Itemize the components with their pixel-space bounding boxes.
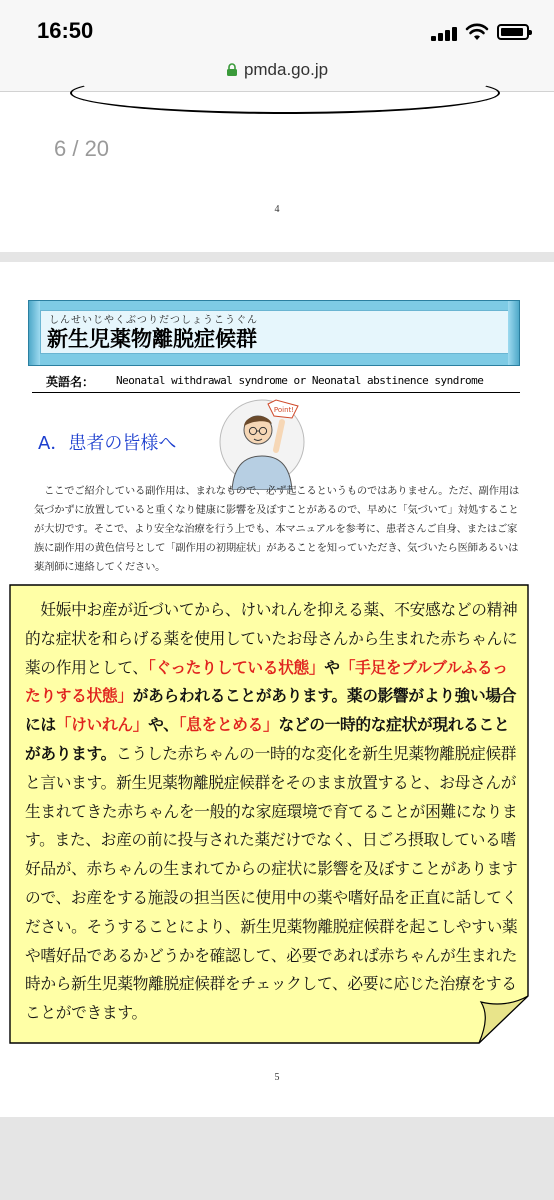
- english-name: Neonatal withdrawal syndrome or Neonatal abstinence syndrome: [116, 374, 484, 387]
- url-text: pmda.go.jp: [243, 60, 329, 79]
- avatar-badge: Point!: [273, 406, 295, 414]
- pdf-page-4: [0, 92, 554, 252]
- wifi-icon: [465, 22, 489, 42]
- pointing-person-illustration: [218, 398, 306, 490]
- note-text-6: こうした赤ちゃんの一時的な変化を新生児薬物離脱症候群と言います。新生児薬物離脱症候群をそのまま放置すると、お母さんが生まれてきた赤ちゃんを一般的な家庭環境で育てることが困難になります。また、お産の前に投与された薬だけでなく、日ごろ摂取している嗜好品が、赤ちゃんの生まれてからの症状に影響を及ぼすことがありますので、お産をする施設の担当医に使用中の薬や嗜好品を正直に話してください。そうすることにより、新生児薬物離脱症候群を起こしやすい薬や嗜好品であるかどうかを確認して、必要であれば赤ちゃんが生まれた時から新生児薬物離脱症候群をチェックして、必要に応じた治療をすることができます。: [25, 743, 518, 1023]
- pdf-page-5: [0, 262, 554, 1117]
- symptom-convulsion: 「けいれん」: [55, 715, 149, 735]
- clock: 16:50: [37, 18, 94, 43]
- page-number: 4: [274, 204, 280, 215]
- page-title: 新生児薬物離脱症候群: [47, 327, 257, 351]
- battery-level: [501, 28, 523, 36]
- note-text-2: や: [324, 657, 340, 677]
- status-bar: [0, 0, 554, 54]
- english-name-row: [32, 369, 520, 393]
- page-counter: 6 / 20: [54, 136, 110, 161]
- note-text-5: などの一時的な症状が現れることがあります。: [25, 715, 510, 763]
- intro-paragraph: ここでご紹介している副作用は、まれなもので、必ず起こるというものではありません。ただ、副作用は気づかずに放置していると重くなり健康に影響を及ぼすことがあるので、早めに「気づいて」対処することが大切です。そこで、より安全な治療を行う上でも、本マニュアルを参考に、患者さんご自身、またはご家族に副作用の黄色信号として「副作用の初期症状」があることを知っていただき、気づいたら医師あるいは薬剤師に連絡してください。: [34, 485, 520, 573]
- section-heading: A．患者の皆様へ: [38, 433, 177, 454]
- symptom-trembling: 「手足をブルブルふるったりする状態」: [25, 657, 508, 706]
- battery-icon: [497, 24, 529, 40]
- yellow-note-box: [9, 584, 529, 1044]
- note-text-3: があらわれることがあります。薬の影響がより強い場合には: [25, 686, 517, 735]
- page-number: 5: [274, 1072, 280, 1083]
- title-ruby: しんせいじやくぶつりだつしょうこうぐん: [49, 315, 258, 326]
- symptom-apnea: 「息をとめる」: [178, 715, 279, 735]
- english-name-label: 英語名：: [46, 375, 95, 389]
- rounded-frame-bottom: [70, 72, 500, 114]
- note-text-1: 妊娠中お産が近づいてから、けいれんを抑える薬、不安感などの精神的な症状を和らげる薬を使用していたお母さんから生まれた赤ちゃんに薬の作用として、: [25, 600, 518, 677]
- symptom-limp: 「ぐったりしている状態」: [147, 657, 325, 677]
- note-text-4: や、: [148, 715, 179, 735]
- title-banner: [28, 300, 520, 366]
- cellular-signal-icon: [431, 25, 459, 41]
- note-text: [25, 596, 521, 1028]
